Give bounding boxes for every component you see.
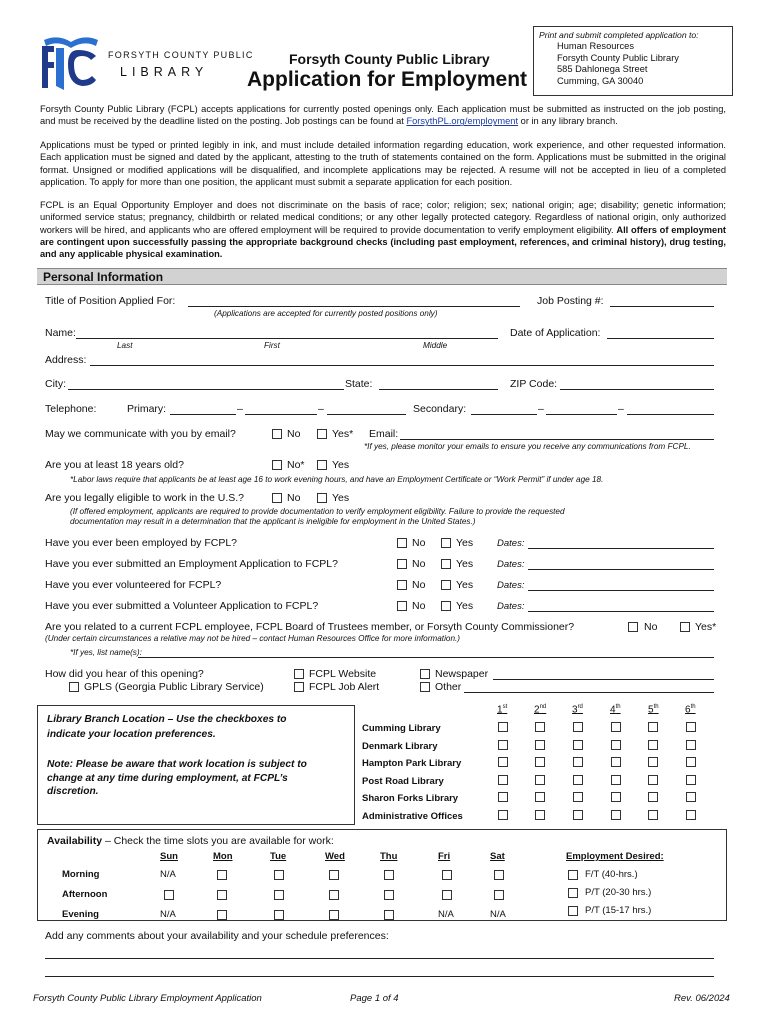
city-label: City: xyxy=(45,378,66,390)
history-4-no-checkbox[interactable] xyxy=(397,601,407,611)
availability-checkbox[interactable] xyxy=(217,910,227,920)
state-label: State: xyxy=(345,378,373,390)
na-label: N/A xyxy=(438,909,454,920)
dash: – xyxy=(538,403,544,415)
pt-15-label: P/T (15-17 hrs.) xyxy=(585,905,652,916)
position-title-label: Title of Position Applied For: xyxy=(45,295,176,307)
branch-4-rank-3-checkbox[interactable] xyxy=(573,775,583,785)
branch-1-rank-6-checkbox[interactable] xyxy=(686,722,696,732)
address-field[interactable] xyxy=(90,365,714,366)
branch-3-rank-6-checkbox[interactable] xyxy=(686,757,696,767)
submit-line-4: Cumming, GA 30040 xyxy=(557,75,644,86)
branch-4-rank-5-checkbox[interactable] xyxy=(648,775,658,785)
availability-checkbox[interactable] xyxy=(494,870,504,880)
rank-6: 6th xyxy=(685,704,696,716)
email-label: Email: xyxy=(369,428,399,440)
email-yes-checkbox[interactable] xyxy=(317,429,327,439)
history-1-no-checkbox[interactable] xyxy=(397,538,407,548)
related-question: Are you related to a current FCPL employee, FCPL Board of Trustees member, or Forsyth County Commissioner? xyxy=(45,621,575,633)
secondary-line-field[interactable] xyxy=(627,414,714,415)
branch-1-rank-1-checkbox[interactable] xyxy=(498,722,508,732)
position-title-field[interactable] xyxy=(188,306,520,307)
branch-3-rank-4-checkbox[interactable] xyxy=(611,757,621,767)
branch-label: Denmark Library xyxy=(362,740,438,752)
no-label: No xyxy=(412,600,426,612)
comments-field-2[interactable] xyxy=(45,976,714,977)
job-posting-label: Job Posting #: xyxy=(537,295,604,307)
related-no-checkbox[interactable] xyxy=(628,622,638,632)
intro-paragraph-2: Applications must be typed or printed legibly in ink, and must include detailed information regarding education, work experience, and other requested information. Each application must be signed and dated by the applicant, attesting to the truth of statements contained on the form. Applications must be submitted in the original format. Unsigned or modified applications will be disqualified, and incomplete applications may be rejected. A resume will not be accepted in lieu of a completed application. To apply for more than one position, the applicant must submit a separate application for each position. xyxy=(40,140,726,187)
legal-note-1: (If offered employment, applicants are required to provide documentation to verify employment eligibility. Failure to provide the requested xyxy=(70,507,565,516)
branch-6-rank-3-checkbox[interactable] xyxy=(573,810,583,820)
dates-label: Dates: xyxy=(497,580,525,591)
name-middle-hint: Middle xyxy=(423,341,448,350)
primary-line-field[interactable] xyxy=(327,414,406,415)
submit-line-1: Human Resources xyxy=(557,41,634,52)
footer-left: Forsyth County Public Library Employment Application xyxy=(33,993,262,1004)
branch-4-rank-4-checkbox[interactable] xyxy=(611,775,621,785)
section-title: Personal Information xyxy=(43,270,164,284)
age-no-checkbox[interactable] xyxy=(272,460,282,470)
newspaper-label: Newspaper xyxy=(435,668,489,680)
related-yes-checkbox[interactable] xyxy=(680,622,690,632)
address-label: Address: xyxy=(45,354,87,366)
history-3-no-checkbox[interactable] xyxy=(397,580,407,590)
branch-3-rank-1-checkbox[interactable] xyxy=(498,757,508,767)
intro-text: Forsyth County Public Library (FCPL) accepts applications for currently posted openings only. Each application must be submitted as instructed on the job posting, and must be received by the deadline listed on the posting. Job postings can be found at xyxy=(40,104,726,127)
branch-6-rank-4-checkbox[interactable] xyxy=(611,810,621,820)
branch-6-rank-6-checkbox[interactable] xyxy=(686,810,696,820)
name-last-hint: Last xyxy=(117,341,133,350)
branch-5-rank-2-checkbox[interactable] xyxy=(535,792,545,802)
fcpl-website-checkbox[interactable] xyxy=(294,669,304,679)
day-header: Fri xyxy=(438,851,451,862)
branch-2-rank-1-checkbox[interactable] xyxy=(498,740,508,750)
related-names-field[interactable] xyxy=(138,657,714,658)
age-note: *Labor laws require that applicants be at least age 16 to work evening hours, and have an Employment Certificate or “Work Permit” if under age 18. xyxy=(70,475,604,484)
ft-checkbox[interactable] xyxy=(568,870,578,880)
branch-2-rank-3-checkbox[interactable] xyxy=(573,740,583,750)
branch-2-rank-4-checkbox[interactable] xyxy=(611,740,621,750)
branch-6-rank-5-checkbox[interactable] xyxy=(648,810,658,820)
day-header: Wed xyxy=(325,851,345,862)
branch-3-rank-2-checkbox[interactable] xyxy=(535,757,545,767)
slot-label: Evening xyxy=(62,909,99,920)
secondary-area-field[interactable] xyxy=(471,414,537,415)
dash: – xyxy=(618,403,624,415)
branch-1-rank-3-checkbox[interactable] xyxy=(573,722,583,732)
history-2-dates-field[interactable] xyxy=(528,569,714,570)
related-list-label: *If yes, list name(s): xyxy=(70,648,142,657)
legal-question: Are you legally eligible to work in the U.S.? xyxy=(45,492,245,504)
dates-label: Dates: xyxy=(497,559,525,570)
other-label: Other xyxy=(435,681,462,693)
primary-label: Primary: xyxy=(127,403,167,415)
rank-3: 3rd xyxy=(572,704,583,716)
email-question: May we communicate with you by email? xyxy=(45,428,236,440)
personal-section-bar xyxy=(37,268,727,285)
email-yes-label: Yes* xyxy=(332,428,354,440)
branch-5-rank-1-checkbox[interactable] xyxy=(498,792,508,802)
date-label: Date of Application: xyxy=(510,327,601,339)
telephone-label: Telephone: xyxy=(45,403,97,415)
state-field[interactable] xyxy=(379,389,498,390)
availability-checkbox[interactable] xyxy=(274,910,284,920)
email-no-label: No xyxy=(287,428,301,440)
availability-checkbox[interactable] xyxy=(329,890,339,900)
availability-heading: Availability – Check the time slots you are available for work: xyxy=(47,835,334,847)
history-q-2: Have you ever submitted an Employment Application to FCPL? xyxy=(45,558,338,570)
legal-no-checkbox[interactable] xyxy=(272,493,282,503)
availability-checkbox[interactable] xyxy=(494,890,504,900)
branch-2-rank-6-checkbox[interactable] xyxy=(686,740,696,750)
history-q-4: Have you ever submitted a Volunteer Application to FCPL? xyxy=(45,600,319,612)
na-label: N/A xyxy=(160,909,176,920)
history-4-dates-field[interactable] xyxy=(528,611,714,612)
other-checkbox[interactable] xyxy=(420,682,430,692)
primary-prefix-field[interactable] xyxy=(245,414,317,415)
branch-2-rank-2-checkbox[interactable] xyxy=(535,740,545,750)
branch-label: Administrative Offices xyxy=(362,810,463,822)
na-label: N/A xyxy=(160,869,176,880)
yes-label: Yes xyxy=(456,579,474,591)
name-first-hint: First xyxy=(264,341,280,350)
org-name: Forsyth County Public Library xyxy=(289,51,490,67)
legal-yes-label: Yes xyxy=(332,492,350,504)
availability-checkbox[interactable] xyxy=(164,890,174,900)
submit-address-box xyxy=(533,26,733,96)
history-q-3: Have you ever volunteered for FCPL? xyxy=(45,579,222,591)
availability-checkbox[interactable] xyxy=(274,870,284,880)
slot-label: Afternoon xyxy=(62,889,108,900)
location-note: Note: Please be aware that work location is subject to change at any time during employment, at FCPL’s discretion. xyxy=(47,759,307,797)
history-q-1: Have you ever been employed by FCPL? xyxy=(45,537,238,549)
branch-4-rank-1-checkbox[interactable] xyxy=(498,775,508,785)
name-field[interactable] xyxy=(76,338,498,339)
availability-checkbox[interactable] xyxy=(384,890,394,900)
availability-checkbox[interactable] xyxy=(442,890,452,900)
rank-4: 4th xyxy=(610,704,621,716)
email-field[interactable] xyxy=(400,439,714,440)
job-posting-field[interactable] xyxy=(610,306,714,307)
date-field[interactable] xyxy=(607,338,714,339)
eeo-bold-text: All offers of employment are contingent upon successfully passing the appropriate background checks (including past employment, references, and criminal history), drug testing, and any applicable physical examination. xyxy=(40,224,726,260)
no-label: No xyxy=(412,558,426,570)
email-note: *If yes, please monitor your emails to ensure you receive any communications from FCPL. xyxy=(364,442,691,451)
comments-label: Add any comments about your availability and your schedule preferences: xyxy=(45,930,389,942)
age-yes-checkbox[interactable] xyxy=(317,460,327,470)
rank-2: 2nd xyxy=(534,704,547,716)
history-3-dates-field[interactable] xyxy=(528,590,714,591)
city-field[interactable] xyxy=(68,389,344,390)
branch-1-rank-5-checkbox[interactable] xyxy=(648,722,658,732)
related-note: (Under certain circumstances a relative may not be hired – contact Human Resources Office for more information.) xyxy=(45,634,461,643)
history-3-yes-checkbox[interactable] xyxy=(441,580,451,590)
name-label: Name: xyxy=(45,327,76,339)
no-label: No xyxy=(412,579,426,591)
day-header: Thu xyxy=(380,851,398,862)
newspaper-checkbox[interactable] xyxy=(420,669,430,679)
employment-desired-title: Employment Desired: xyxy=(566,851,664,862)
intro-paragraph-1 xyxy=(40,103,726,128)
branch-5-rank-4-checkbox[interactable] xyxy=(611,792,621,802)
secondary-label: Secondary: xyxy=(413,403,467,415)
footer-rev: Rev. 06/2024 xyxy=(674,993,730,1004)
yes-label: Yes xyxy=(456,600,474,612)
history-4-yes-checkbox[interactable] xyxy=(441,601,451,611)
branch-3-rank-5-checkbox[interactable] xyxy=(648,757,658,767)
history-1-yes-checkbox[interactable] xyxy=(441,538,451,548)
availability-checkbox[interactable] xyxy=(329,870,339,880)
availability-checkbox[interactable] xyxy=(329,910,339,920)
branch-3-rank-3-checkbox[interactable] xyxy=(573,757,583,767)
pt-20-checkbox[interactable] xyxy=(568,888,578,898)
submit-line-2: Forsyth County Public Library xyxy=(557,52,679,63)
availability-checkbox[interactable] xyxy=(217,870,227,880)
history-2-no-checkbox[interactable] xyxy=(397,559,407,569)
yes-label: Yes xyxy=(456,537,474,549)
rank-1: 1st xyxy=(497,704,508,716)
submit-line-3: 585 Dahlonega Street xyxy=(557,64,648,75)
related-no-label: No xyxy=(644,621,658,633)
day-header: Sat xyxy=(490,851,505,862)
branch-5-rank-6-checkbox[interactable] xyxy=(686,792,696,802)
related-yes-label: Yes* xyxy=(695,621,717,633)
branch-label: Hampton Park Library xyxy=(362,758,462,769)
other-field[interactable] xyxy=(464,692,714,693)
branch-4-rank-6-checkbox[interactable] xyxy=(686,775,696,785)
age-yes-label: Yes xyxy=(332,459,350,471)
dates-label: Dates: xyxy=(497,601,525,612)
branch-5-rank-3-checkbox[interactable] xyxy=(573,792,583,802)
branch-4-rank-2-checkbox[interactable] xyxy=(535,775,545,785)
pt-15-checkbox[interactable] xyxy=(568,906,578,916)
history-2-yes-checkbox[interactable] xyxy=(441,559,451,569)
zip-field[interactable] xyxy=(560,389,714,390)
zip-label: ZIP Code: xyxy=(510,378,558,390)
branch-5-rank-5-checkbox[interactable] xyxy=(648,792,658,802)
day-header: Tue xyxy=(270,851,287,862)
dates-label: Dates: xyxy=(497,538,525,549)
legal-no-label: No xyxy=(287,492,301,504)
legal-note-2: documentation may result in a determination that the applicant is ineligible for employment in the United States.) xyxy=(70,517,476,526)
branch-label: Post Road Library xyxy=(362,775,444,787)
availability-checkbox[interactable] xyxy=(217,890,227,900)
branch-6-rank-1-checkbox[interactable] xyxy=(498,810,508,820)
ft-label: F/T (40-hrs.) xyxy=(585,869,638,880)
availability-checkbox[interactable] xyxy=(442,870,452,880)
day-header: Mon xyxy=(213,851,233,862)
branch-label: Sharon Forks Library xyxy=(362,793,459,804)
dash: – xyxy=(237,403,243,415)
dash: – xyxy=(318,403,324,415)
email-no-checkbox[interactable] xyxy=(272,429,282,439)
availability-checkbox[interactable] xyxy=(384,870,394,880)
location-title: Library Branch Location – Use the checkboxes to indicate your location preferences. xyxy=(47,714,287,740)
employment-link[interactable]: ForsythPL.org/employment xyxy=(406,116,519,127)
day-header: Sun xyxy=(160,851,178,862)
secondary-prefix-field[interactable] xyxy=(546,414,617,415)
intro-text-end: or in any library branch. xyxy=(518,116,618,127)
newspaper-field[interactable] xyxy=(493,679,714,680)
branch-6-rank-2-checkbox[interactable] xyxy=(535,810,545,820)
age-question: Are you at least 18 years old? xyxy=(45,459,184,471)
branch-label: Cumming Library xyxy=(362,723,441,734)
availability-checkbox[interactable] xyxy=(274,890,284,900)
gpls-checkbox[interactable] xyxy=(69,682,79,692)
availability-checkbox[interactable] xyxy=(384,910,394,920)
yes-label: Yes xyxy=(456,558,474,570)
primary-area-field[interactable] xyxy=(170,414,236,415)
slot-label: Morning xyxy=(62,869,100,880)
na-label: N/A xyxy=(490,909,506,920)
fcpl-website-label: FCPL Website xyxy=(309,668,377,680)
gpls-label: GPLS (Georgia Public Library Service) xyxy=(84,681,264,693)
logo-text-line2: LIBRARY xyxy=(120,65,209,79)
rank-5: 5th xyxy=(648,704,659,716)
fcpl-job-alert-checkbox[interactable] xyxy=(294,682,304,692)
branch-1-rank-2-checkbox[interactable] xyxy=(535,722,545,732)
hear-question: How did you hear of this opening? xyxy=(45,668,204,680)
logo-text-line1: FORSYTH COUNTY PUBLIC xyxy=(108,50,254,60)
comments-field-1[interactable] xyxy=(45,958,714,959)
no-label: No xyxy=(412,537,426,549)
book-logo-icon xyxy=(38,34,104,92)
fcpl-job-alert-label: FCPL Job Alert xyxy=(309,681,380,693)
eeo-text: FCPL is an Equal Opportunity Employer and does not discriminate on the basis of race; color; religion; sex; national origin; age; disability; genetic information; uniformed service status; pregnancy, childbirth or related medical conditions; or any other legally protected category. Regardless of national origin, only authorized workers will be hired, and applicants who are offered employment will be required to provide documentation to verify employment eligibility. xyxy=(40,200,726,235)
age-no-label: No* xyxy=(287,459,305,471)
history-1-dates-field[interactable] xyxy=(528,548,714,549)
pt-20-label: P/T (20-30 hrs.) xyxy=(585,887,652,898)
position-title-note: (Applications are accepted for currently posted positions only) xyxy=(214,309,438,318)
branch-1-rank-4-checkbox[interactable] xyxy=(611,722,621,732)
footer-page: Page 1 of 4 xyxy=(350,993,399,1004)
legal-yes-checkbox[interactable] xyxy=(317,493,327,503)
submit-note: Print and submit completed application to: xyxy=(539,30,699,40)
intro-paragraph-3 xyxy=(40,199,726,260)
page-title: Application for Employment xyxy=(247,68,528,91)
branch-2-rank-5-checkbox[interactable] xyxy=(648,740,658,750)
